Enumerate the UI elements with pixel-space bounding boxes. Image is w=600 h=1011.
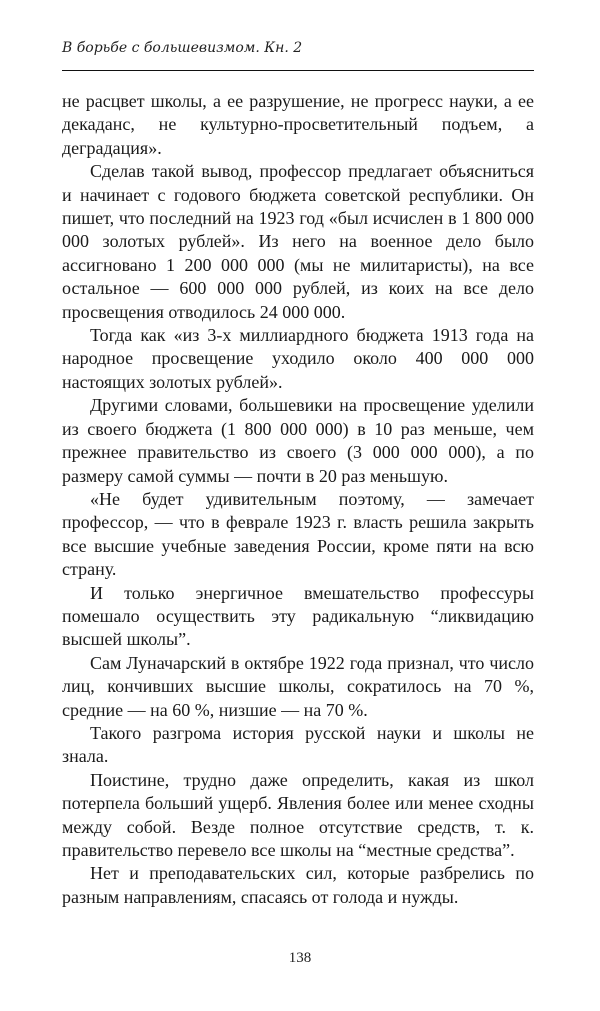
paragraph-7: Сам Луначарский в октябре 1922 года признал, что число лиц, кончивших высшие школы, сократилось на 70 %, средние — на 60 %, низшие — на 70 %.: [62, 652, 534, 720]
page-number: 138: [288, 950, 312, 966]
paragraph-3: Тогда как «из 3-х миллиардного бюджета 1913 года на народное просвещение уходило около 400 000 000 настоящих золотых рублей».: [62, 325, 534, 392]
running-head: В борьбе с большевизмом. Кн. 2: [62, 40, 303, 56]
paragraph-5: «Не будет удивительным поэтому, — замечает профессор, — что в феврале 1923 г. власть решила закрыть все высшие учебные заведения России, кроме пяти на всю страну.: [62, 488, 534, 580]
paragraph-8: Такого разгрома история русской науки и школы не знала.: [62, 722, 534, 767]
header-rule: [62, 70, 534, 71]
paragraph-6: И только энергичное вмешательство профессуры помешало осуществить эту радикальную “ликвидацию высшей школы”.: [62, 582, 534, 650]
paragraph-2: Сделав такой вывод, профессор предлагает объясниться и начинает с годового бюджета советской республики. Он пишет, что последний на 1923 год «был исчислен в 1 800 000 000 золотых рублей». Из него на военное дело было ассигновано 1 200 000 000 (мы не милитаристы), на все остальное — 600 000 000 рублей, из коих на все дело просвещения отводилось 24 000 000.: [62, 161, 534, 322]
body-text: [62, 90, 534, 909]
paragraph-1: не расцвет школы, а ее разрушение, не прогресс науки, а ее декаданс, не культурно-просветительный подъем, а деградация».: [62, 91, 534, 158]
paragraph-9: Поистине, трудно даже определить, какая из школ потерпела больший ущерб. Явления более или менее сходны между собой. Везде полное отсутствие средств, т. к. правительство перевело все школы на “местные средства”.: [62, 769, 534, 860]
paragraph-4: Другими словами, большевики на просвещение уделили из своего бюджета (1 800 000 000) в 10 раз меньше, чем прежнее правительство из своего (3 000 000 000), а по размеру самой суммы — почти в 20 раз меньшую.: [62, 395, 534, 486]
paragraph-10: Нет и преподавательских сил, которые разбрелись по разным направлениям, спасаясь от голода и нужды.: [62, 863, 534, 907]
